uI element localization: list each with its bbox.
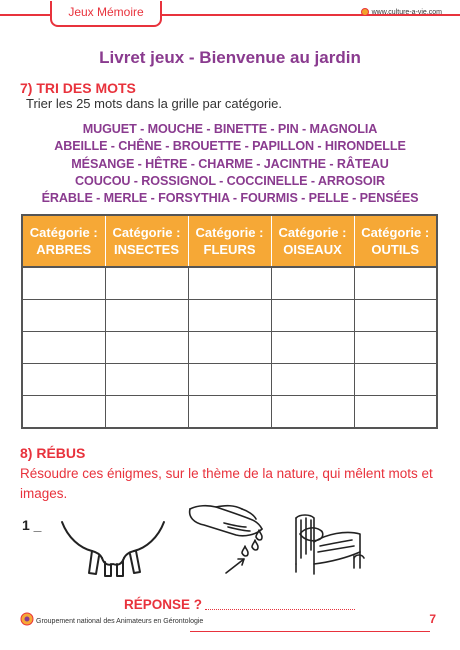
grid-cell[interactable] <box>188 396 271 429</box>
table-row <box>22 332 437 364</box>
category-prefix: Catégorie : <box>278 225 347 240</box>
answer-field[interactable] <box>205 609 355 610</box>
grid-cell[interactable] <box>22 396 105 429</box>
category-header-fleurs <box>188 215 271 267</box>
category-header-outils <box>354 215 437 267</box>
grid-cell[interactable] <box>271 364 354 396</box>
grid-cell[interactable] <box>354 332 437 364</box>
section-heading-tri: 7) TRI DES MOTS <box>20 80 136 96</box>
table-row <box>22 364 437 396</box>
bed-icon <box>290 512 368 578</box>
website-text: www.culture-a-vie.com <box>371 8 442 16</box>
grid-cell[interactable] <box>354 267 437 300</box>
grid-cell[interactable] <box>354 364 437 396</box>
grid-cell[interactable] <box>188 364 271 396</box>
footer-rule <box>190 631 430 632</box>
word-line: MUGUET - MOUCHE - BINETTE - PIN - MAGNOLIA <box>82 122 378 136</box>
grid-cell[interactable] <box>271 396 354 429</box>
grid-cell[interactable] <box>22 332 105 364</box>
category-prefix: Catégorie : <box>112 225 181 240</box>
website-link[interactable] <box>361 8 442 16</box>
category-name: ARBRES <box>36 242 92 257</box>
word-line: MÉSANGE - HÊTRE - CHARME - JACINTHE - RÂTEAU <box>71 156 389 171</box>
grid-cell[interactable] <box>22 364 105 396</box>
gag-logo-icon <box>20 612 34 626</box>
word-list <box>20 121 440 207</box>
category-grid <box>21 214 438 429</box>
grid-cell[interactable] <box>354 396 437 429</box>
category-name: OISEAUX <box>283 242 342 257</box>
site-logo-icon <box>361 8 369 16</box>
grid-cell[interactable] <box>271 332 354 364</box>
grid-cell[interactable] <box>22 300 105 332</box>
grid-cell[interactable] <box>188 332 271 364</box>
category-header-arbres <box>22 215 105 267</box>
table-row <box>22 396 437 429</box>
grid-cell[interactable] <box>105 267 188 300</box>
grid-cell[interactable] <box>188 300 271 332</box>
grid-cell[interactable] <box>22 267 105 300</box>
category-header-insectes <box>105 215 188 267</box>
grid-cell[interactable] <box>105 300 188 332</box>
grid-cell[interactable] <box>105 364 188 396</box>
grid-cell[interactable] <box>271 267 354 300</box>
category-name: FLEURS <box>203 242 256 257</box>
category-prefix: Catégorie : <box>29 225 98 240</box>
page-number: 7 <box>429 612 436 626</box>
section-heading-rebus: 8) RÉBUS <box>20 445 86 461</box>
cow-udder-icon <box>58 518 168 580</box>
section-instruction-rebus: Résoudre ces énigmes, sur le thème de la nature, qui mêlent mots et images. <box>20 466 433 501</box>
grid-cell[interactable] <box>105 396 188 429</box>
category-header-oiseaux <box>271 215 354 267</box>
grid-cell[interactable] <box>271 300 354 332</box>
grid-cell[interactable] <box>354 300 437 332</box>
word-line: COUCOU - ROSSIGNOL - COCCINELLE - ARROSOIR <box>75 173 385 188</box>
category-name: INSECTES <box>113 242 179 257</box>
section-instruction-tri: Trier les 25 mots dans la grille par catégorie. <box>26 96 283 111</box>
table-row <box>22 300 437 332</box>
answer-label: RÉPONSE ? <box>124 597 203 612</box>
word-line: ABEILLE - CHÊNE - BROUETTE - PAPILLON - HIRONDELLE <box>54 139 406 154</box>
page-title: Livret jeux - Bienvenue au jardin <box>99 48 361 67</box>
category-prefix: Catégorie : <box>361 225 430 240</box>
word-line: ÉRABLE - MERLE - FORSYTHIA - FOURMIS - PELLE - PENSÉES <box>41 191 419 206</box>
category-name: OUTILS <box>371 242 420 257</box>
footer-organization: Groupement national des Animateurs en Gérontologie <box>36 618 204 625</box>
table-row <box>22 267 437 300</box>
grid-cell[interactable] <box>188 267 271 300</box>
header-tab: Jeux Mémoire <box>50 1 162 27</box>
grid-cell[interactable] <box>105 332 188 364</box>
hand-dripping-icon <box>184 497 276 575</box>
category-prefix: Catégorie : <box>195 225 264 240</box>
rebus-item-number: 1 _ <box>22 517 42 533</box>
